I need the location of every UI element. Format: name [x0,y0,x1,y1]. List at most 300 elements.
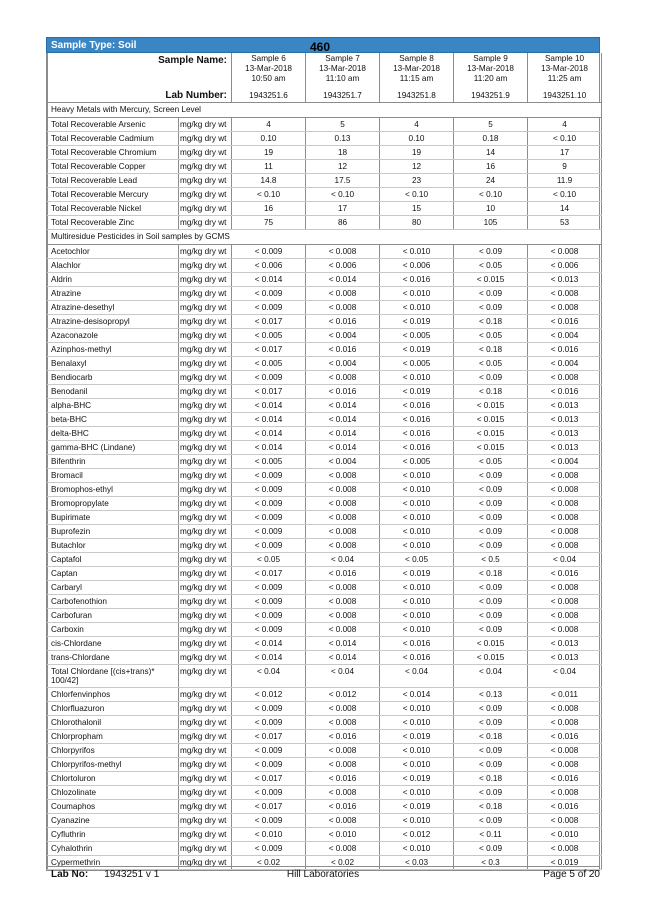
table-row [48,785,602,799]
table-row [48,771,602,785]
result-value: < 0.008 [306,757,380,771]
result-value: < 0.008 [306,743,380,757]
result-value: < 0.008 [306,468,380,482]
analyte-name: Cyanazine [48,813,179,827]
result-value: 11 [232,159,306,173]
lab-number-row [48,90,602,102]
result-value: 4 [380,117,454,131]
analyte-name: Cypermethrin [48,855,179,869]
result-value: < 0.18 [454,771,528,785]
page-stamp: 460 [310,40,331,54]
result-value: < 0.04 [528,664,602,687]
result-value: < 0.18 [454,314,528,328]
result-value: < 0.004 [528,328,602,342]
analyte-name: trans-Chlordane [48,650,179,664]
result-value: < 0.016 [306,729,380,743]
result-value: < 0.004 [306,328,380,342]
result-value: < 0.008 [306,370,380,384]
analyte-name: Bromopropylate [48,496,179,510]
result-value: < 0.008 [528,524,602,538]
result-value: < 0.009 [232,300,306,314]
analyte-name: Bupirimate [48,510,179,524]
result-value: 75 [232,215,306,229]
result-value: < 0.09 [454,715,528,729]
result-value: < 0.009 [232,715,306,729]
section-title: Heavy Metals with Mercury, Screen Level [48,102,602,117]
analyte-name: Alachlor [48,258,179,272]
sample-header: Sample 6 13-Mar-2018 10:50 am [232,53,306,90]
result-value: < 0.015 [454,398,528,412]
result-value: 0.10 [232,131,306,145]
result-value: 5 [454,117,528,131]
result-value: 17 [528,145,602,159]
analyte-unit: mg/kg dry wt [179,743,232,757]
result-value: < 0.008 [528,538,602,552]
result-value: < 0.016 [306,384,380,398]
analyte-unit: mg/kg dry wt [179,412,232,426]
table-row [48,841,602,855]
result-value: < 0.014 [380,687,454,701]
result-value: < 0.04 [528,552,602,566]
analyte-name: Cyfluthrin [48,827,179,841]
result-value: < 0.10 [232,187,306,201]
table-row [48,426,602,440]
result-value: < 0.008 [306,841,380,855]
result-value: < 0.008 [306,482,380,496]
result-value: < 0.010 [380,496,454,510]
analyte-unit: mg/kg dry wt [179,524,232,538]
result-value: < 0.5 [454,552,528,566]
result-value: < 0.016 [528,566,602,580]
result-value: < 0.09 [454,743,528,757]
result-value: < 0.005 [380,356,454,370]
sample-type: Sample Type: Soil [51,40,137,51]
result-value: < 0.010 [380,482,454,496]
analyte-name: Total Recoverable Lead [48,173,179,187]
analyte-name: Carbofuran [48,608,179,622]
result-value: < 0.010 [380,286,454,300]
result-value: < 0.008 [306,785,380,799]
result-value: < 0.010 [380,785,454,799]
table-row [48,757,602,771]
result-value: 12 [380,159,454,173]
result-value: < 0.015 [454,636,528,650]
result-value: < 0.014 [232,636,306,650]
result-value: < 0.008 [528,785,602,799]
result-value: < 0.3 [454,855,528,869]
result-value: 105 [454,215,528,229]
result-value: < 0.004 [528,356,602,370]
result-value: < 0.012 [306,687,380,701]
result-value: < 0.008 [528,244,602,258]
result-value: < 0.016 [528,384,602,398]
result-value: < 0.09 [454,244,528,258]
analyte-name: Chlozolinate [48,785,179,799]
result-value: 18 [306,145,380,159]
result-value: < 0.18 [454,799,528,813]
table-row [48,370,602,384]
table-row [48,622,602,636]
analyte-unit: mg/kg dry wt [179,215,232,229]
analyte-name: Acetochlor [48,244,179,258]
result-value: < 0.006 [306,258,380,272]
result-value: 0.10 [380,131,454,145]
result-value: < 0.005 [232,454,306,468]
analyte-unit: mg/kg dry wt [179,538,232,552]
table-row [48,300,602,314]
lab-no-label: Lab No: [51,869,89,880]
result-value: < 0.009 [232,538,306,552]
analyte-name: Chlorpyrifos-methyl [48,757,179,771]
result-value: < 0.09 [454,538,528,552]
result-value: 4 [528,117,602,131]
result-value: < 0.09 [454,524,528,538]
analyte-name: Atrazine [48,286,179,300]
result-value: 16 [454,159,528,173]
result-value: < 0.008 [306,524,380,538]
table-row [48,440,602,454]
result-value: < 0.008 [528,841,602,855]
result-value: < 0.010 [380,300,454,314]
analyte-unit: mg/kg dry wt [179,384,232,398]
result-value: < 0.09 [454,468,528,482]
result-value: < 0.009 [232,496,306,510]
analyte-name: Butachlor [48,538,179,552]
sample-type-bar [46,37,600,53]
section-header [48,102,602,117]
analyte-name: Bifenthrin [48,454,179,468]
analyte-unit: mg/kg dry wt [179,496,232,510]
result-value: < 0.010 [380,594,454,608]
analyte-unit: mg/kg dry wt [179,566,232,580]
result-value: < 0.04 [380,664,454,687]
result-value: < 0.016 [380,272,454,286]
result-value: < 0.008 [306,510,380,524]
result-value: < 0.017 [232,342,306,356]
result-value: < 0.010 [380,524,454,538]
table-row [48,743,602,757]
table-row [48,482,602,496]
lab-number: 1943251.8 [380,90,454,102]
result-value: < 0.010 [380,510,454,524]
table-row [48,328,602,342]
result-value: < 0.015 [454,426,528,440]
result-value: < 0.015 [454,412,528,426]
analyte-unit: mg/kg dry wt [179,159,232,173]
result-value: < 0.010 [380,468,454,482]
result-value: < 0.008 [528,286,602,300]
sample-header: Sample 10 13-Mar-2018 11:25 am [528,53,602,90]
result-value: < 0.019 [380,384,454,398]
result-value: < 0.10 [528,187,602,201]
result-value: < 0.010 [380,580,454,594]
analyte-unit: mg/kg dry wt [179,328,232,342]
result-value: < 0.016 [306,314,380,328]
result-value: < 0.010 [380,757,454,771]
result-value: < 0.014 [306,272,380,286]
table-row [48,145,602,159]
result-value: < 0.04 [454,664,528,687]
analyte-name: Azinphos-methyl [48,342,179,356]
result-value: < 0.009 [232,841,306,855]
result-value: < 0.009 [232,482,306,496]
analyte-name: Total Recoverable Nickel [48,201,179,215]
result-value: < 0.014 [306,398,380,412]
result-value: < 0.008 [306,286,380,300]
result-value: < 0.09 [454,622,528,636]
result-value: < 0.05 [454,356,528,370]
result-value: < 0.019 [380,342,454,356]
result-value: < 0.016 [380,636,454,650]
result-value: < 0.016 [528,314,602,328]
result-value: < 0.008 [528,510,602,524]
analyte-name: Carbofenothion [48,594,179,608]
result-value: < 0.014 [232,440,306,454]
result-value: < 0.016 [306,771,380,785]
result-value: < 0.008 [306,813,380,827]
result-value: 0.18 [454,131,528,145]
result-value: < 0.016 [528,729,602,743]
result-value: < 0.019 [380,566,454,580]
result-value: < 0.02 [232,855,306,869]
result-value: < 0.015 [454,650,528,664]
analyte-unit: mg/kg dry wt [179,636,232,650]
result-value: < 0.004 [528,454,602,468]
result-value: < 0.09 [454,757,528,771]
table-row [48,412,602,426]
result-value: < 0.09 [454,580,528,594]
table-row [48,215,602,229]
analyte-unit: mg/kg dry wt [179,827,232,841]
analyte-name: Buprofezin [48,524,179,538]
lab-no-value: 1943251 v 1 [104,869,160,880]
result-value: < 0.010 [380,813,454,827]
sample-name-row [48,53,602,90]
analyte-name: Atrazine-desisopropyl [48,314,179,328]
result-value: < 0.008 [528,701,602,715]
analyte-unit: mg/kg dry wt [179,173,232,187]
result-value: < 0.010 [380,743,454,757]
result-value: < 0.010 [528,827,602,841]
result-value: < 0.009 [232,594,306,608]
analyte-unit: mg/kg dry wt [179,356,232,370]
result-value: < 0.008 [306,300,380,314]
analyte-unit: mg/kg dry wt [179,608,232,622]
result-value: < 0.010 [380,841,454,855]
analyte-unit: mg/kg dry wt [179,187,232,201]
result-value: 17 [306,201,380,215]
table-row [48,356,602,370]
analyte-unit: mg/kg dry wt [179,145,232,159]
analyte-unit: mg/kg dry wt [179,841,232,855]
result-value: < 0.009 [232,785,306,799]
analyte-unit: mg/kg dry wt [179,117,232,131]
table-row [48,664,602,687]
result-value: < 0.019 [380,799,454,813]
result-value: < 0.005 [380,328,454,342]
analyte-unit: mg/kg dry wt [179,272,232,286]
table-row [48,187,602,201]
result-value: < 0.008 [528,496,602,510]
analyte-name: cis-Chlordane [48,636,179,650]
analyte-unit: mg/kg dry wt [179,482,232,496]
result-value: 10 [454,201,528,215]
table-row [48,552,602,566]
result-value: 0.13 [306,131,380,145]
analyte-name: Chlortoluron [48,771,179,785]
result-value: 14 [528,201,602,215]
report-page [46,37,600,871]
result-value: < 0.008 [528,715,602,729]
result-value: < 0.014 [232,398,306,412]
result-value: < 0.008 [306,496,380,510]
table-row [48,159,602,173]
result-value: < 0.015 [454,272,528,286]
result-value: < 0.13 [454,687,528,701]
analyte-unit: mg/kg dry wt [179,398,232,412]
analyte-unit: mg/kg dry wt [179,799,232,813]
result-value: < 0.016 [528,799,602,813]
result-value: < 0.016 [380,440,454,454]
result-value: < 0.008 [528,580,602,594]
analyte-unit: mg/kg dry wt [179,757,232,771]
result-value: < 0.015 [454,440,528,454]
analyte-unit: mg/kg dry wt [179,785,232,799]
result-value: 86 [306,215,380,229]
result-value: 23 [380,173,454,187]
table-row [48,594,602,608]
table-row [48,701,602,715]
analyte-unit: mg/kg dry wt [179,729,232,743]
result-value: < 0.010 [232,827,306,841]
result-value: < 0.09 [454,286,528,300]
table-row [48,524,602,538]
result-value: < 0.013 [528,636,602,650]
result-value: < 0.009 [232,286,306,300]
result-value: < 0.016 [528,342,602,356]
result-value: < 0.019 [380,729,454,743]
result-value: < 0.008 [528,594,602,608]
table-row [48,286,602,300]
table-row [48,510,602,524]
analyte-name: Bromacil [48,468,179,482]
result-value: < 0.017 [232,566,306,580]
analyte-unit: mg/kg dry wt [179,454,232,468]
analyte-name: Cyhalothrin [48,841,179,855]
result-value: < 0.010 [380,701,454,715]
result-value: < 0.014 [232,412,306,426]
analyte-unit: mg/kg dry wt [179,855,232,869]
result-value: 11.9 [528,173,602,187]
analyte-name: Atrazine-desethyl [48,300,179,314]
result-value: < 0.013 [528,412,602,426]
table-row [48,117,602,131]
analyte-name: Captan [48,566,179,580]
analyte-name: Carboxin [48,622,179,636]
lab-number: 1943251.7 [306,90,380,102]
result-value: < 0.014 [232,272,306,286]
section-title: Multiresidue Pesticides in Soil samples by GCMS [48,229,602,244]
result-value: < 0.008 [528,743,602,757]
result-value: < 0.008 [306,594,380,608]
analyte-unit: mg/kg dry wt [179,244,232,258]
result-value: < 0.019 [380,771,454,785]
result-value: < 0.017 [232,314,306,328]
table-row [48,729,602,743]
result-value: < 0.017 [232,771,306,785]
analyte-name: Azaconazole [48,328,179,342]
result-value: < 0.010 [380,370,454,384]
lab-number-label: Lab Number: [48,90,232,102]
result-value: < 0.006 [232,258,306,272]
analyte-unit: mg/kg dry wt [179,468,232,482]
result-value: < 0.05 [454,258,528,272]
analyte-unit: mg/kg dry wt [179,286,232,300]
table-row [48,496,602,510]
result-value: < 0.013 [528,272,602,286]
result-value: < 0.014 [306,412,380,426]
analyte-name: Benodanil [48,384,179,398]
result-value: < 0.013 [528,650,602,664]
result-value: < 0.009 [232,757,306,771]
result-value: < 0.016 [528,771,602,785]
result-value: 12 [306,159,380,173]
result-value: < 0.008 [306,244,380,258]
result-value: < 0.006 [528,258,602,272]
result-value: < 0.10 [306,187,380,201]
result-value: < 0.008 [528,300,602,314]
analyte-name: delta-BHC [48,426,179,440]
analyte-unit: mg/kg dry wt [179,300,232,314]
table-row [48,454,602,468]
result-value: 15 [380,201,454,215]
result-value: < 0.010 [380,244,454,258]
table-row [48,715,602,729]
result-value: < 0.008 [528,608,602,622]
analyte-unit: mg/kg dry wt [179,687,232,701]
result-value: < 0.008 [306,622,380,636]
table-row [48,258,602,272]
analyte-unit: mg/kg dry wt [179,510,232,524]
result-value: < 0.016 [380,650,454,664]
result-value: < 0.008 [306,701,380,715]
result-value: < 0.10 [380,187,454,201]
analyte-name: Captafol [48,552,179,566]
result-value: < 0.012 [232,687,306,701]
table-row [48,650,602,664]
result-value: < 0.019 [528,855,602,869]
analyte-unit: mg/kg dry wt [179,771,232,785]
analyte-name: Carbaryl [48,580,179,594]
result-value: 16 [232,201,306,215]
result-value: < 0.11 [454,827,528,841]
result-value: < 0.05 [454,328,528,342]
result-value: 53 [528,215,602,229]
result-value: < 0.017 [232,729,306,743]
result-value: < 0.008 [528,370,602,384]
analyte-unit: mg/kg dry wt [179,342,232,356]
result-value: < 0.017 [232,799,306,813]
analyte-name: Total Recoverable Chromium [48,145,179,159]
result-value: < 0.008 [306,608,380,622]
table-row [48,272,602,286]
analyte-name: Bromophos-ethyl [48,482,179,496]
analyte-unit: mg/kg dry wt [179,426,232,440]
result-value: < 0.18 [454,729,528,743]
table-row [48,173,602,187]
result-value: < 0.017 [232,384,306,398]
table-row [48,468,602,482]
